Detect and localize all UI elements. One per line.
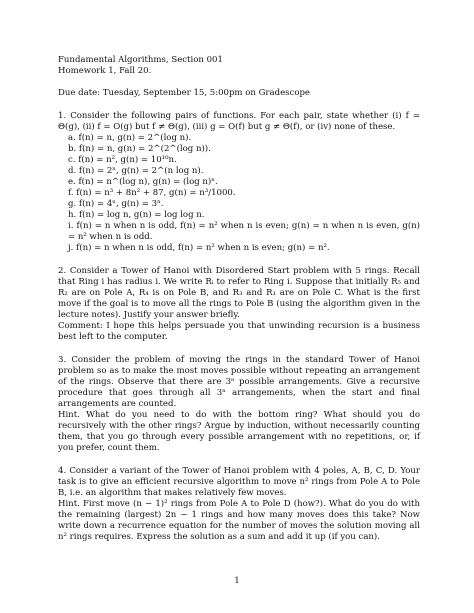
problem-4-number: 4. [58,466,67,476]
due-date: Due date: Tuesday, September 15, 5:00pm on Gradescope [58,88,310,98]
part-label: a. [68,133,76,143]
part-label: j. [68,243,74,253]
page-number: 1 [234,576,240,586]
problem-1-part [66,210,420,221]
problem-4-body [58,466,420,499]
homework-title: Homework 1, Fall 20. [58,66,152,76]
problem-1-part [66,166,420,177]
part-text: f(n) = n when n is odd, f(n) = n² when n is even; g(n) = n when n is even, g(n) = n² when n is odd. [68,221,421,242]
problem-1-part [66,177,420,188]
problem-3-hint: Hint. What do you need to do with the bottom ring? What should you do recursively with the other rings? Argue by induction, without necessarily counting them, that you go through every possible arrangement with no repetitions, or, if you prefer, count them. [58,410,420,453]
problem-1-part [66,243,420,254]
problem-1-parts [58,133,420,254]
problem-1-part [66,199,420,210]
part-label: i. [68,221,74,231]
part-text: f(n) = n³ + 8n² + 87, g(n) = n³/1000. [76,188,236,198]
document-body [58,55,420,543]
course-title: Fundamental Algorithms, Section 001 [58,55,223,65]
problem-1-part [66,133,420,144]
part-text: f(n) = log n, g(n) = log log n. [78,210,205,220]
problem-4-hint: Hint. First move (n − 1)² rings from Pole A to Pole D (how?). What do you do with the remaining (largest) 2n − 1 rings and how many moves does this take? Now write down a recurrence equation for the number of moves the solution moving all n² rings requires. Express the solution as a sum and add it up (if you can). [58,499,420,542]
problem-1-part [66,155,420,166]
problem-1-text: Consider the following pairs of functions. For each pair, state whether (i) f = Θ(g), (ii) f = O(g) but f ≠ Θ(g), (iii) g = O(f) but g ≠ Θ(f), or (iv) none of these. [58,111,420,132]
problem-2 [58,266,420,343]
part-label: g. [68,199,77,209]
part-text: f(n) = 4ⁿ, g(n) = 3ⁿ. [78,199,164,209]
problem-2-text: Consider a Tower of Hanoi with Disordered Start problem with 5 rings. Recall that Ring i has radius i. We write Rᵢ to refer to Ring i. Suppose that initially R₅ and R₂ are on Pole A, R₄ is on Pole B, and R₃ and R₁ are on Pole C. What is the first move if the goal is to move all the rings to Pole B (using the algorithm given in the lecture notes). Justify your answer briefly. [58,266,421,320]
part-text: f(n) = n^(log n), g(n) = (log n)ⁿ. [78,177,218,187]
part-label: e. [68,177,76,187]
problem-3-number: 3. [58,355,67,365]
problem-2-number: 2. [58,266,67,276]
part-text: f(n) = n when n is odd, f(n) = n² when n is even; g(n) = n². [76,243,330,253]
problem-3-text: Consider the problem of moving the rings in the standard Tower of Hanoi problem so as to make the most moves possible without repeating an arrangement of the rings. Observe that there are 3ⁿ possible arrangements. Give a recursive procedure that goes through all 3ⁿ arrangements, when the start and final arrangements are counted. [58,355,420,409]
problem-4-text: Consider a variant of the Tower of Hanoi problem with 4 poles, A, B, C, D. Your task is to give an efficient recursive algorithm to move n² rings from Pole A to Pole B, i.e. an algorithm that makes relatively few moves. [58,466,421,498]
part-label: f. [68,188,74,198]
problem-2-comment: Comment: I hope this helps persuade you that unwinding recursion is a business best left to the computer. [58,321,420,342]
problem-1-part [66,188,420,199]
problem-2-body [58,266,420,321]
problem-4 [58,466,420,543]
problem-3 [58,355,420,454]
part-label: d. [68,166,77,176]
part-text: f(n) = 2ⁿ, g(n) = 2^(n log n). [78,166,204,176]
part-label: c. [68,155,76,165]
part-label: b. [68,144,77,154]
part-text: f(n) = n², g(n) = 10¹⁰n. [78,155,177,165]
problem-3-body [58,355,420,410]
problem-1-part [66,221,420,243]
problem-1-number: 1. [58,111,67,121]
part-text: f(n) = n, g(n) = 2^(log n). [78,133,192,143]
problem-1-intro [58,111,420,133]
part-text: f(n) = n, g(n) = 2^(2^(log n)). [78,144,211,154]
problem-1 [58,111,420,254]
problem-1-part [66,144,420,155]
part-label: h. [68,210,77,220]
